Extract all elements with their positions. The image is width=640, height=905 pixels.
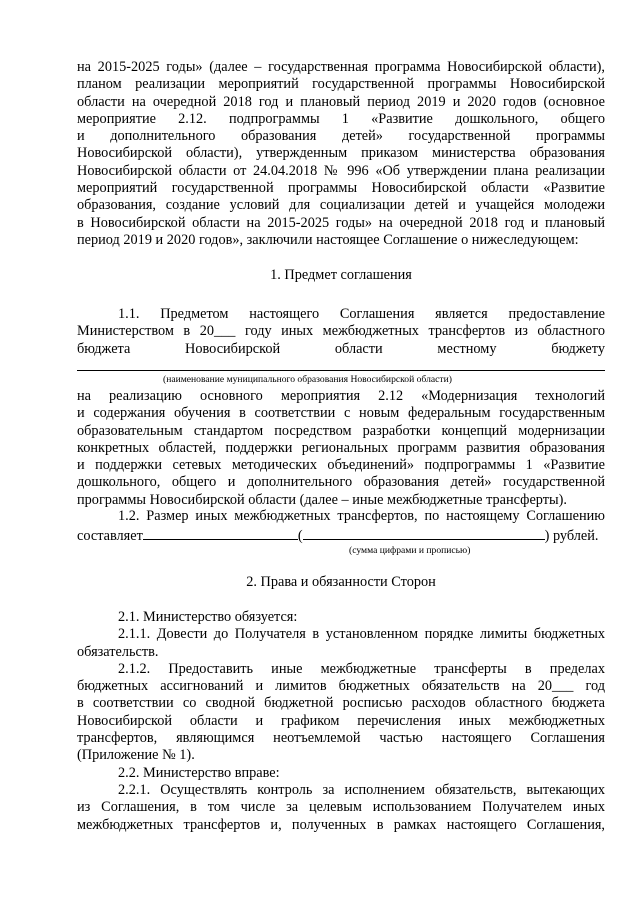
intro-paragraph — [77, 59, 605, 249]
amount-prefix: составляет — [77, 528, 143, 545]
text-line: 2.1.2. Предоставить иные межбюджетные трансферты в пределах — [118, 660, 605, 677]
text-line: Новосибирской области от 24.04.2018 № 996 «Об утверждении плана реализации — [77, 162, 605, 179]
text-line: образования, создание условий для социализации детей и учащейся молодежи — [77, 197, 605, 214]
text-line: 2.2.1. Осуществлять контроль за исполнением обязательств, вытекающих — [118, 781, 605, 798]
text-line: и дополнительного образования детей» государственной программы — [77, 128, 605, 145]
text-line: в соответствии со сводной бюджетной росписью расходов областного бюджета — [77, 695, 605, 712]
amount-line — [77, 525, 605, 545]
text-line: образовательным стандартом посредством разработки концепций модернизации — [77, 422, 605, 439]
text-line: планом реализации мероприятий государственной программы Новосибирской — [77, 76, 605, 93]
clause-1-2 — [77, 508, 605, 546]
text-line: 1.1. Предметом настоящего Соглашения является предоставление — [118, 306, 605, 322]
clause-1-1-continued — [77, 388, 605, 509]
text-line: области на очередной 2018 год и плановый период 2019 и 2020 годов (основное — [77, 93, 605, 110]
amount-open-paren: ( — [297, 528, 303, 545]
text-line: 1.2. Размер иных межбюджетных трансфертов, по настоящему Соглашению — [118, 508, 605, 524]
municipality-caption: (наименование муниципального образования Новосибирской области) — [163, 374, 452, 385]
text-line: в Новосибирской области на 2015-2025 годы» на очередной 2018 год и плановый — [77, 214, 605, 231]
text-line: и поддержки сетевых методических объединений» подпрограммы 1 «Развитие — [77, 457, 605, 474]
text-line: 2.1.1. Довести до Получателя в установленном порядке лимиты бюджетных — [118, 626, 605, 643]
text-line: межбюджетных трансфертов и, полученных в рамках настоящего Соглашения, — [77, 816, 605, 833]
text-line: на реализацию основного мероприятия 2.12 «Модернизация технологий — [77, 388, 605, 404]
text-line: период 2019 и 2020 годов», заключили настоящее Соглашение о нижеследующем: — [77, 231, 579, 248]
amount-suffix: ) рублей. — [544, 528, 599, 545]
clause-1-1 — [77, 306, 605, 358]
text-line: мероприятий государственной программы Новосибирской области «Развитие — [77, 180, 605, 197]
section-2-body — [77, 609, 605, 834]
text-line: конкретных областей, поддержки региональных программ развития образования — [77, 439, 605, 456]
text-line: (Приложение № 1). — [77, 747, 195, 764]
text-line: бюджета Новосибирской области местному бюджету — [77, 340, 605, 357]
clause-2-1: 2.1. Министерство обязуется: — [118, 609, 298, 625]
section-1-heading: 1. Предмет соглашения — [270, 267, 412, 283]
text-line: на 2015-2025 годы» (далее – государственная программа Новосибирской области), — [77, 59, 605, 75]
text-line: мероприятие 2.12. подпрограммы 1 «Развитие дошкольного, общего — [77, 110, 605, 127]
text-line: Министерством в 20___ году иных межбюджетных трансфертов из областного — [77, 323, 605, 340]
text-line: и содержания обучения в соответствии с новым федеральным государственным — [77, 405, 605, 422]
text-line: бюджетных ассигнований и лимитов бюджетных обязательств на 20___ год — [77, 678, 605, 695]
text-line: трансфертов, являющимся неотъемлемой частью настоящего Соглашения — [77, 730, 605, 747]
text-line: из Соглашения, в том числе за целевым использованием Получателем иных — [77, 799, 605, 816]
text-line: Новосибирской области), утвержденным приказом министерства образования — [77, 145, 605, 162]
text-line: дошкольного, общего и дополнительного образования детей» государственной — [77, 474, 605, 491]
text-line: программы Новосибирской области (далее – иные межбюджетные трансферты). — [77, 491, 567, 508]
text-line: Новосибирской области и графиком перечисления иных межбюджетных — [77, 712, 605, 729]
amount-words-fill — [303, 525, 545, 540]
section-2-heading: 2. Права и обязанности Сторон — [246, 574, 436, 590]
amount-digits-fill — [143, 525, 298, 540]
clause-2-2: 2.2. Министерство вправе: — [118, 764, 280, 781]
text-line: обязательств. — [77, 643, 159, 660]
municipality-fill-line — [77, 370, 605, 371]
amount-caption: (сумма цифрами и прописью) — [349, 545, 471, 556]
